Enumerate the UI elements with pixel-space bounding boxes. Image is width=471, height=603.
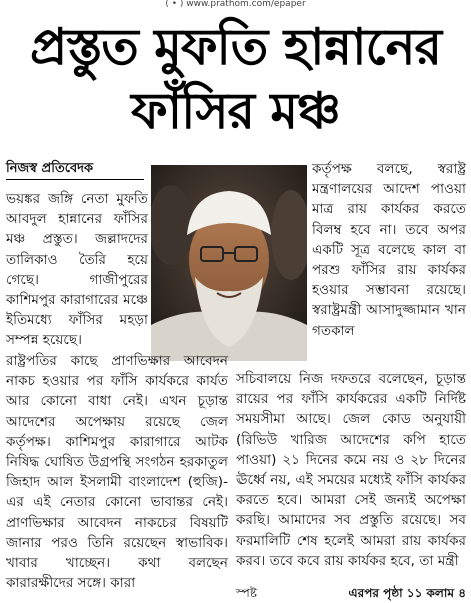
article-paragraph: সচিবালয়ে নিজ দফতরে বলেছেন, চূড়ান্ত রায়ের পর ফাঁসি কার্যকরের একটি নির্দিষ্ট সময়সীমা আছে। জেল কোড অনুযায়ী (রিভিউ খারিজ আদেশের কপি হাতে পাওয়া) ২১ দিনের কমে নয় ও ২৮ দিনের ঊর্ধ্বে নয়, এই সময়ের মধ্যেই ফাঁসি কার্যকর করতে হবে। আমরা সেই জন্যই অপেক্ষা করছি। আমাদের সব প্রস্তুতি রয়েছে। সব ফরমালিটি শেষ হলেই আমরা রায় কার্যকর করব। তবে কবে রায় কার্যকর হবে, তা মন্ত্রী <box>236 371 466 569</box>
news-photo <box>151 165 307 361</box>
article-paragraph: ভয়ঙ্কর জঙ্গি নেতা মুফতি আবদুল হান্নানের ফাঁসির মঞ্চ প্রস্তুত। জল্লাদদের তালিকাও তৈরি হয়ে গেছে। গাজীপুরের কাশিমপুর কারাগারের মঞ্চে ইতিমধ্যে ফাঁসির মহড়া সম্পন্ন হয়েছে। <box>6 191 148 349</box>
masthead-url: ( • ) www.prathom.com/epaper <box>165 0 306 9</box>
article-paragraph: কর্তৃপক্ষ বলছে, স্বরাষ্ট্র মন্ত্রণালয়ের আদেশ পাওয়া মাত্র রায় কার্যকর করতে বিলম্ব হবে না। তবে অপর একটি সূত্র বলেছে কাল বা পরশু ফাঁসির রায় কার্যকর হওয়ার সম্ভাবনা রয়েছে। স্বরাষ্ট্রমন্ত্রী আসাদুজ্জামান খান গতকাল <box>312 161 466 339</box>
article-column-left-top <box>6 189 148 351</box>
portrait-image <box>151 165 307 361</box>
byline: নিজস্ব প্রতিবেদক <box>6 159 144 180</box>
headline <box>0 14 471 142</box>
article-column-left-bottom <box>6 351 228 593</box>
continued-on-page-ref: এরপর পৃষ্ঠা ১১ কলাম ৪ <box>348 586 466 600</box>
article-column-right-bottom <box>236 369 466 571</box>
continuation-word: স্পষ্ট <box>236 586 257 600</box>
headline-line-2: ফাঁসির মঞ্চ <box>131 82 340 140</box>
headline-line-1: প্রস্তুত মুফতি হান্নানের <box>30 18 441 76</box>
article-paragraph: রাষ্ট্রপতির কাছে প্রাণভিক্ষার আবেদন নাকচ হওয়ার পর ফাঁসি কার্যকরে কার্যত আর কোনো বাধা নেই। এখন চূড়ান্ত আদেশের অপেক্ষায় রয়েছে জেল কর্তৃপক্ষ। কাশিমপুর কারাগারে আটক নিষিদ্ধ ঘোষিত উগ্রপন্থি সংগঠন হরকাতুল জিহাদ আল ইসলামী বাংলাদেশ (হুজি)-এর এই নেতার কোনো ভাবান্তর নেই। প্রাণভিক্ষার আবেদন নাকচের বিষয়টি জানার পরও তিনি রয়েছেন স্বাভাবিক। খাবার খাচ্ছেন। কথা বলছেন কারারক্ষীদের সঙ্গে। কারা <box>6 353 228 592</box>
article-column-right-top <box>312 159 466 341</box>
